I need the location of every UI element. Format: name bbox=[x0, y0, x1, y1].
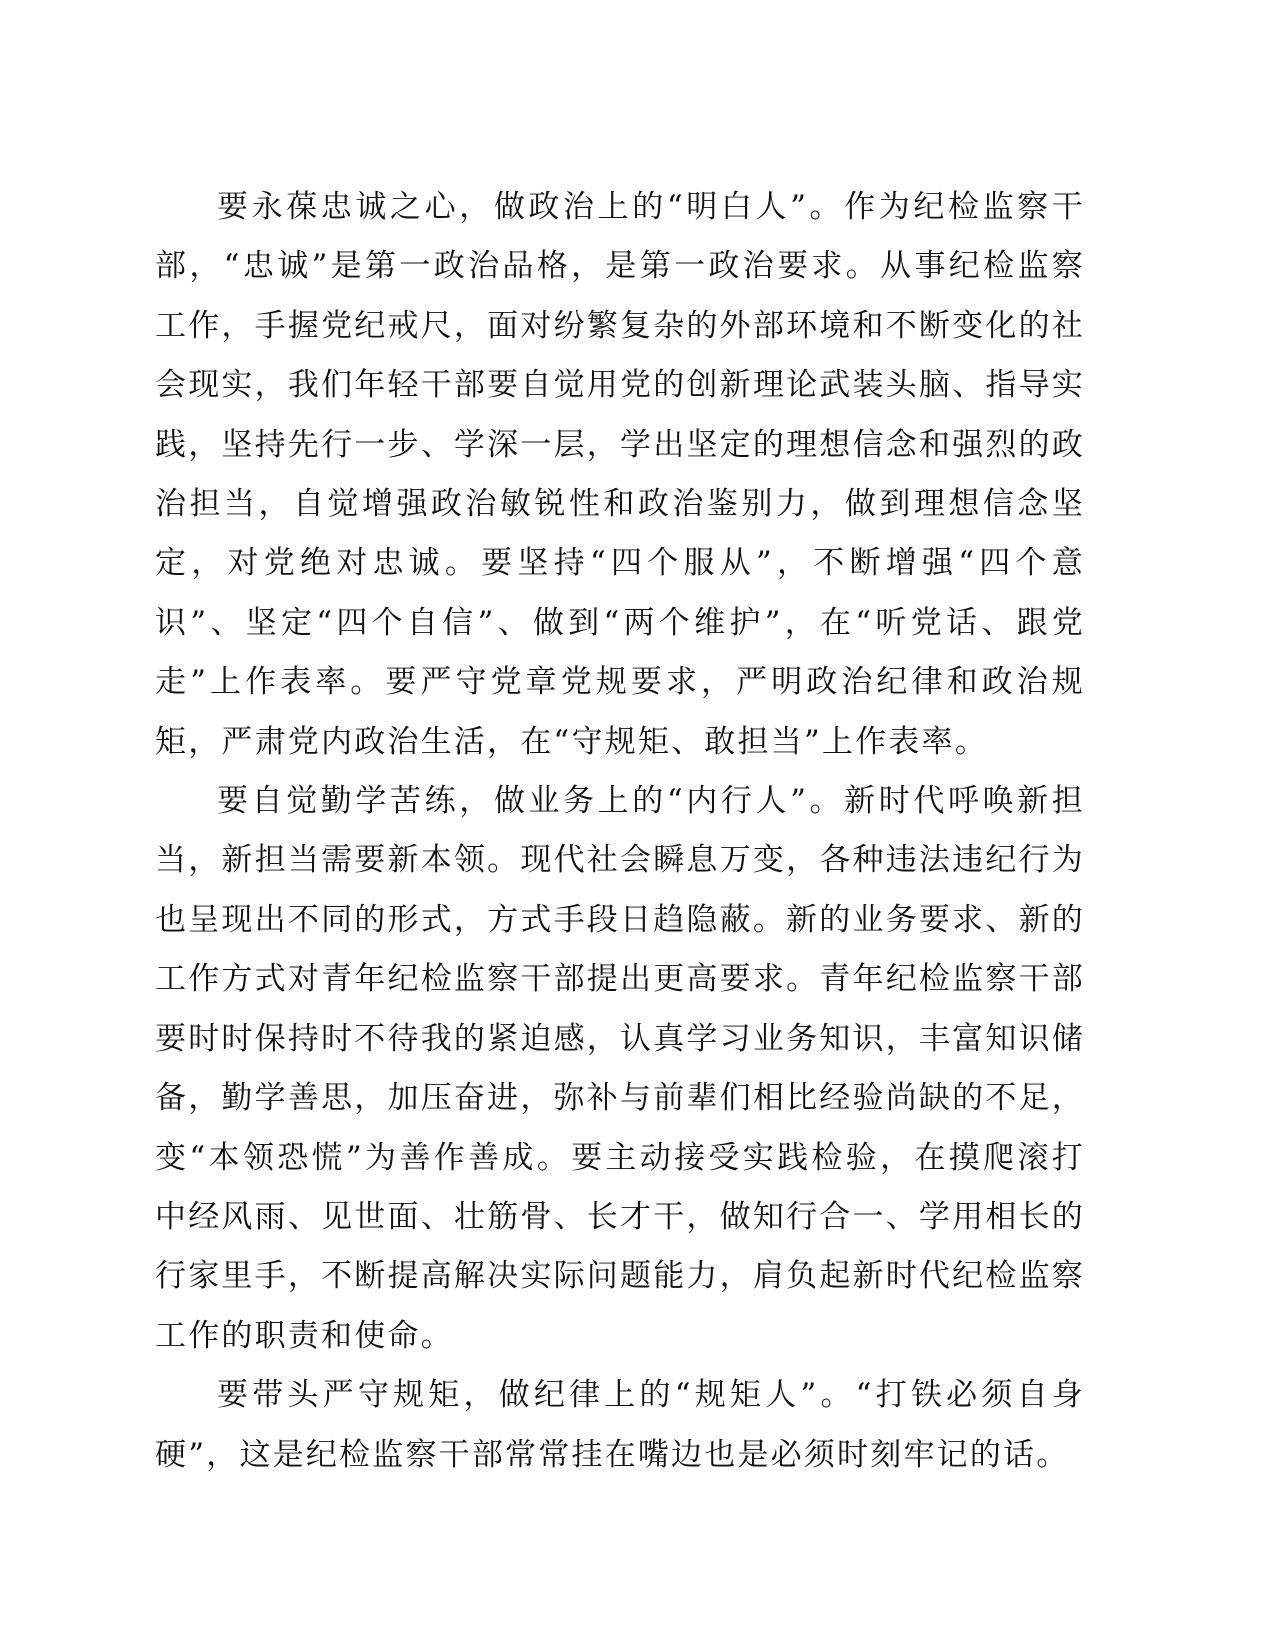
document-body bbox=[155, 178, 1085, 1485]
paragraph-discipline: 要带头严守规矩，做纪律上的“规矩人”。“打铁必须自身硬”，这是纪检监察干部常常挂在嘴边也是必须时刻牢记的话。 bbox=[155, 1377, 1085, 1473]
paragraph-expertise: 要自觉勤学苦练，做业务上的“内行人”。新时代呼唤新担当，新担当需要新本领。现代社会瞬息万变，各种违法违纪行为也呈现出不同的形式，方式手段日趋隐蔽。新的业务要求、新的工作方式对青年纪检监察干部提出更高要求。青年纪检监察干部要时时保持时不待我的紧迫感，认真学习业务知识，丰富知识储备，勤学善思，加压奋进，弥补与前辈们相比经验尚缺的不足，变“本领恐慌”为善作善成。要主动接受实践检验，在摸爬滚打中经风雨、见世面、壮筋骨、长才干，做知行合一、学用相长的行家里手，不断提高解决实际问题能力，肩负起新时代纪检监察工作的职责和使命。 bbox=[155, 783, 1085, 1354]
paragraph-loyalty: 要永葆忠诚之心，做政治上的“明白人”。作为纪检监察干部，“忠诚”是第一政治品格，是第一政治要求。从事纪检监察工作，手握党纪戒尺，面对纷繁复杂的外部环境和不断变化的社会现实，我们年轻干部要自觉用党的创新理论武装头脑、指导实践，坚持先行一步、学深一层，学出坚定的理想信念和强烈的政治担当，自觉增强政治敏锐性和政治鉴别力，做到理想信念坚定，对党绝对忠诚。要坚持“四个服从”，不断增强“四个意识”、坚定“四个自信”、做到“两个维护”，在“听党话、跟党走”上作表率。要严守党章党规要求，严明政治纪律和政治规矩，严肃党内政治生活，在“守规矩、敢担当”上作表率。 bbox=[155, 189, 1085, 760]
